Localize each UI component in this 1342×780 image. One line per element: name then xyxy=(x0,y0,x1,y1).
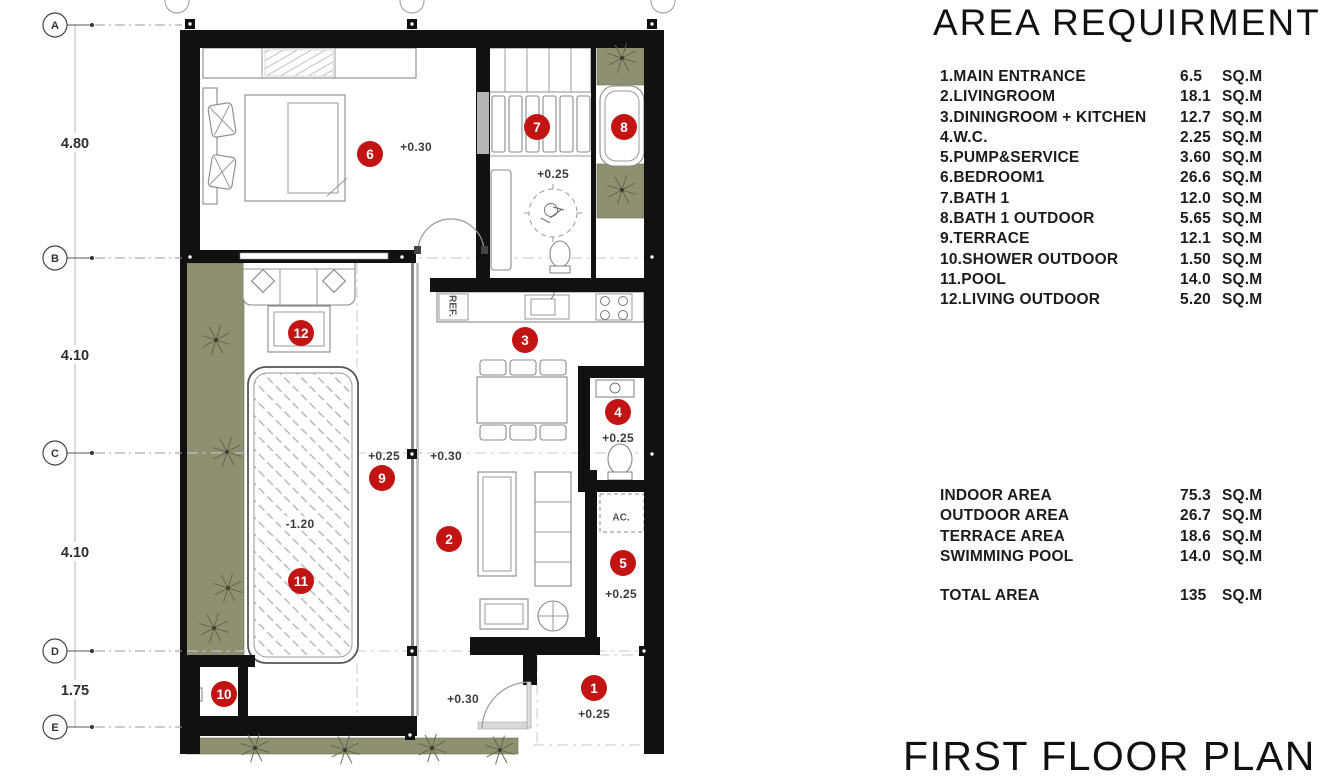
area-summary-table xyxy=(940,486,1285,567)
area-row xyxy=(940,547,1285,567)
area-unit: SQ.M xyxy=(1222,128,1263,146)
svg-text:11: 11 xyxy=(293,573,309,589)
area-lab: TERRACE AREA xyxy=(940,527,1065,545)
area-lab: 10.SHOWER OUTDOOR xyxy=(940,250,1119,268)
page-title: AREA REQUIRMENT xyxy=(933,2,1321,43)
area-unit: SQ.M xyxy=(1222,527,1263,545)
area-row xyxy=(940,108,1285,128)
svg-text:9: 9 xyxy=(378,470,386,486)
area-unit: SQ.M xyxy=(1222,507,1263,525)
room-text-label: REF. xyxy=(446,295,458,317)
area-row xyxy=(940,229,1285,249)
area-row xyxy=(940,128,1285,148)
area-unit: SQ.M xyxy=(1222,291,1263,309)
total-unit: SQ.M xyxy=(1222,587,1263,604)
entrance-door-swing xyxy=(482,682,530,728)
area-val: 14.0 xyxy=(1180,270,1211,288)
area-val: 6.5 xyxy=(1180,68,1203,85)
elevation-label: +0.25 xyxy=(537,167,569,182)
area-val: 12.0 xyxy=(1180,189,1211,207)
area-unit: SQ.M xyxy=(1222,547,1263,565)
dimension-label: 4.80 xyxy=(60,136,90,153)
area-unit: SQ.M xyxy=(1222,68,1263,85)
area-row xyxy=(940,168,1285,188)
area-row xyxy=(940,209,1285,229)
area-val: 26.7 xyxy=(1180,507,1211,525)
area-lab: 4.W.C. xyxy=(940,128,988,146)
area-table xyxy=(940,67,1285,311)
area-val: 75.3 xyxy=(1180,487,1211,504)
elevation-label: +0.25 xyxy=(368,449,400,464)
area-lab: 7.BATH 1 xyxy=(940,189,1010,207)
area-lab: 6.BEDROOM1 xyxy=(940,169,1045,187)
area-val: 14.0 xyxy=(1180,547,1211,565)
svg-text:4: 4 xyxy=(614,404,622,420)
area-unit: SQ.M xyxy=(1222,230,1263,248)
svg-text:12: 12 xyxy=(293,325,309,341)
area-val: 3.60 xyxy=(1180,149,1211,167)
elevation-label: +0.25 xyxy=(605,587,637,602)
svg-text:10: 10 xyxy=(216,686,232,702)
dimension-label: 4.10 xyxy=(60,545,90,562)
svg-text:D: D xyxy=(51,646,59,659)
area-val: 12.7 xyxy=(1180,108,1211,126)
total-value: 135 xyxy=(1180,587,1207,604)
area-total xyxy=(940,586,1285,606)
area-lab: 11.POOL xyxy=(940,270,1007,288)
area-row xyxy=(940,250,1285,270)
area-row xyxy=(940,506,1285,526)
area-row xyxy=(940,486,1285,506)
svg-text:3: 3 xyxy=(521,332,529,348)
area-unit: SQ.M xyxy=(1222,169,1263,187)
elevation-label: +0.30 xyxy=(430,449,462,464)
area-row xyxy=(940,527,1285,547)
total-row xyxy=(940,586,1285,606)
area-val: 1.50 xyxy=(1180,250,1211,268)
svg-text:C: C xyxy=(51,448,59,461)
area-lab: 9.TERRACE xyxy=(940,230,1030,248)
area-unit: SQ.M xyxy=(1222,250,1263,268)
svg-text:E: E xyxy=(51,722,59,735)
swimming-pool xyxy=(248,367,358,663)
area-lab: SWIMMING POOL xyxy=(940,547,1074,565)
svg-text:8: 8 xyxy=(620,119,628,135)
area-lab: INDOOR AREA xyxy=(940,487,1052,504)
area-unit: SQ.M xyxy=(1222,270,1263,288)
svg-text:6: 6 xyxy=(366,146,374,162)
room-text-label: AC. xyxy=(612,512,630,524)
area-row xyxy=(940,148,1285,168)
area-row xyxy=(940,67,1285,87)
area-val: 18.1 xyxy=(1180,88,1211,106)
elevation-label: +0.30 xyxy=(400,140,432,155)
area-unit: SQ.M xyxy=(1222,88,1263,106)
area-val: 18.6 xyxy=(1180,527,1211,545)
area-val: 26.6 xyxy=(1180,169,1211,187)
svg-text:2: 2 xyxy=(445,531,453,547)
area-val: 5.20 xyxy=(1180,291,1211,309)
area-lab: OUTDOOR AREA xyxy=(940,507,1070,525)
area-unit: SQ.M xyxy=(1222,210,1263,228)
area-row xyxy=(940,270,1285,290)
bedroom-double-door xyxy=(418,219,451,252)
area-val: 12.1 xyxy=(1180,230,1211,248)
area-row xyxy=(940,87,1285,107)
svg-text:1: 1 xyxy=(590,680,598,696)
grid-row-markers xyxy=(43,13,182,739)
dimension-label: 1.75 xyxy=(60,683,90,700)
area-lab: 5.PUMP&SERVICE xyxy=(940,149,1080,167)
plan-title: FIRST FLOOR PLAN xyxy=(903,733,1316,779)
svg-text:5: 5 xyxy=(619,555,627,571)
area-unit: SQ.M xyxy=(1222,149,1263,167)
area-lab: 3.DININGROOM + KITCHEN xyxy=(940,108,1147,126)
area-lab: 1.MAIN ENTRANCE xyxy=(940,68,1086,85)
elevation-label: +0.25 xyxy=(578,707,610,722)
dimension-label: 4.10 xyxy=(60,348,90,365)
area-unit: SQ.M xyxy=(1222,108,1263,126)
area-row xyxy=(940,290,1285,310)
entrance-door-threshold xyxy=(478,722,528,729)
area-val: 2.25 xyxy=(1180,128,1211,146)
area-row xyxy=(940,189,1285,209)
elevation-label: -1.20 xyxy=(285,517,315,532)
area-unit: SQ.M xyxy=(1222,189,1263,207)
svg-text:7: 7 xyxy=(533,119,541,135)
area-val: 5.65 xyxy=(1180,210,1211,228)
elevation-label: +0.30 xyxy=(447,692,479,707)
area-lab: 8.BATH 1 OUTDOOR xyxy=(940,210,1095,228)
area-lab: 2.LIVINGROOM xyxy=(940,88,1056,106)
total-label: TOTAL AREA xyxy=(940,587,1040,604)
area-unit: SQ.M xyxy=(1222,487,1263,504)
elevation-label: +0.25 xyxy=(602,431,634,446)
svg-text:B: B xyxy=(51,253,59,266)
area-lab: 12.LIVING OUTDOOR xyxy=(940,291,1101,309)
svg-text:A: A xyxy=(51,20,59,33)
top-grid-markers xyxy=(165,0,675,13)
